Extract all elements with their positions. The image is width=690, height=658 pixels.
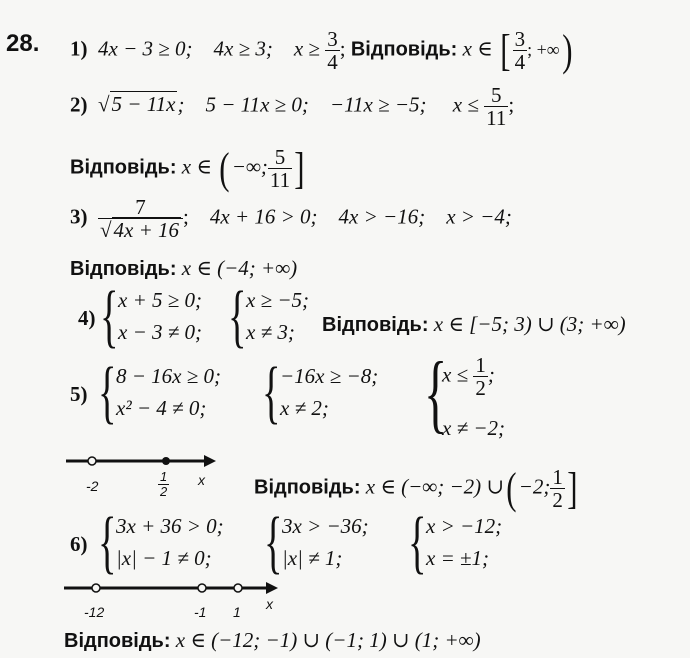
part-1-expr2: 4x ≥ 3; [213,36,273,61]
part-6-system-2: { 3x > −36; |x| ≠ 1; [264,504,369,581]
problem-number: 28. [6,30,40,57]
part-5-sys3-fraction: $\frac{1}{2}$ [475,353,486,401]
brace-icon: { [408,504,427,581]
part-5-system-2: { −16x ≥ −8; x ≠ 2; [262,354,379,431]
part-2-answer-fraction: $\frac{5}{11}$ [269,145,291,193]
part-2: 2) √5 − 11x; 5 − 11x ≥ 0; −11x ≥ −5; x ≤ $\frac{5}{11}$ ; [70,83,515,131]
part-5-numline-label-a: -2 [86,478,99,494]
part-2-expr4-fraction: $\frac{5}{11}$ [486,83,507,131]
part-3-expr3: 4x > −16; [338,204,426,229]
part-1-answer-pre: x ∈ [462,36,493,61]
brace-icon: { [228,278,247,355]
part-2-tag: 2) [70,92,88,117]
brace-icon: { [100,278,119,355]
part-5-numline-axis: x [198,472,205,488]
part-3-tag: 3) [70,204,88,229]
closed-point-marker [162,457,170,465]
part-4-system-2: { x ≥ −5; x ≠ 3; [228,278,310,355]
open-point-marker [88,457,96,465]
open-point-marker [234,584,242,592]
part-4-answer-value: x ∈ [−5; 3) ∪ (3; +∞) [433,312,626,336]
part-6-numline-axis: x [266,596,273,612]
part-6-numline-label-b: -1 [194,604,207,620]
part-1-open-bracket: [ [500,25,511,75]
brace-icon: { [98,354,117,431]
part-4-answer-label: Відповідь: [322,314,429,336]
part-4-answer [322,314,626,335]
part-3-answer-value: x ∈ (−4; +∞) [181,256,298,280]
brace-icon: { [98,504,117,581]
part-6-tag: 6) [70,532,88,556]
part-2-answer-label: Відповідь: [70,156,177,179]
part-1-expr3-fraction: $\frac{3}{4}$ [327,27,338,75]
part-6-numline-label-c: 1 [233,604,241,620]
part-5-answer-pre: x ∈ (−∞; −2) ∪ [365,474,505,499]
arrow-icon [204,455,216,467]
open-point-marker [92,584,100,592]
part-6-system-1: { 3x + 36 > 0; |x| − 1 ≠ 0; [98,504,224,581]
part-1-tag: 1) [70,36,88,61]
part-1-answer-fraction: $\frac{3}{4}$ [514,27,526,75]
open-point-marker [198,584,206,592]
part-5-system-1: { 8 − 16x ≥ 0; x² − 4 ≠ 0; [98,354,222,431]
part-1-answer-post: ; +∞ [527,39,560,60]
part-2-sqrt: √5 − 11x; [98,92,185,117]
part-5-tag: 5) [70,382,88,406]
part-6-answer [64,630,481,651]
part-3-answer [70,258,297,279]
part-5-number-line [64,450,224,470]
part-2-expr2: 5 − 11x ≥ 0; [205,92,309,117]
part-3-fraction: $\frac{7}{√4x + 16}$ [98,196,183,241]
part-3-expr4: x > −4; [446,204,512,229]
part-5-answer-mid: −2; [518,474,551,499]
part-5-numline-label-b: $\frac{1}{2}$ [160,469,168,499]
part-1: 1) 4x − 3 ≥ 0; 4x ≥ 3; x ≥ $\frac{3}{4}$ ; Відповідь: x ∈ [ $\frac{3}{4}$ ; +∞) [70,25,573,75]
part-5-answer-fraction: $\frac{1}{2}$ [552,465,563,513]
part-1-close-paren: ) [561,25,573,75]
part-6-number-line [62,578,288,598]
part-4-system-1: { x + 5 ≥ 0; x − 3 ≠ 0; [100,278,203,355]
part-1-answer-label: Відповідь: [350,38,458,61]
part-6-answer-label: Відповідь: [64,630,171,652]
brace-icon: { [264,504,283,581]
brace-icon: { [262,354,281,431]
part-2-answer-mid: −∞; [231,154,268,179]
part-2-answer: Відповідь: x ∈ ( −∞; $\frac{5}{11}$ ] [70,143,305,193]
part-3: 3) $\frac{7}{√4x + 16}$ ; 4x + 16 > 0; 4x > −16; x > −4; [70,195,512,243]
part-1-expr3-lhs: x ≥ [293,36,320,61]
part-5-system-3: { x ≤ $\frac{1}{2}$ ; x ≠ −2; [424,345,506,442]
part-4-tag: 4) [78,306,96,330]
part-5-answer-label: Відповідь: [254,476,361,499]
part-6-system-3: { x > −12; x = ±1; [408,504,503,581]
part-2-expr4-lhs: x ≤ [452,92,479,117]
part-5-answer: Відповідь: x ∈ (−∞; −2) ∪( −2; $\frac{1}{2}$ ] [254,463,578,513]
brace-icon: { [424,345,448,442]
part-1-expr1: 4x − 3 ≥ 0; [98,36,193,61]
part-6-numline-label-a: -12 [84,604,105,620]
part-3-expr2: 4x + 16 > 0; [209,204,318,229]
part-6-answer-value: x ∈ (−12; −1) ∪ (−1; 1) ∪ (1; +∞) [175,628,481,652]
arrow-icon [266,582,278,594]
part-2-expr3: −11x ≥ −5; [329,92,427,117]
part-3-answer-label: Відповідь: [70,258,177,280]
part-2-answer-pre: x ∈ [181,154,212,179]
